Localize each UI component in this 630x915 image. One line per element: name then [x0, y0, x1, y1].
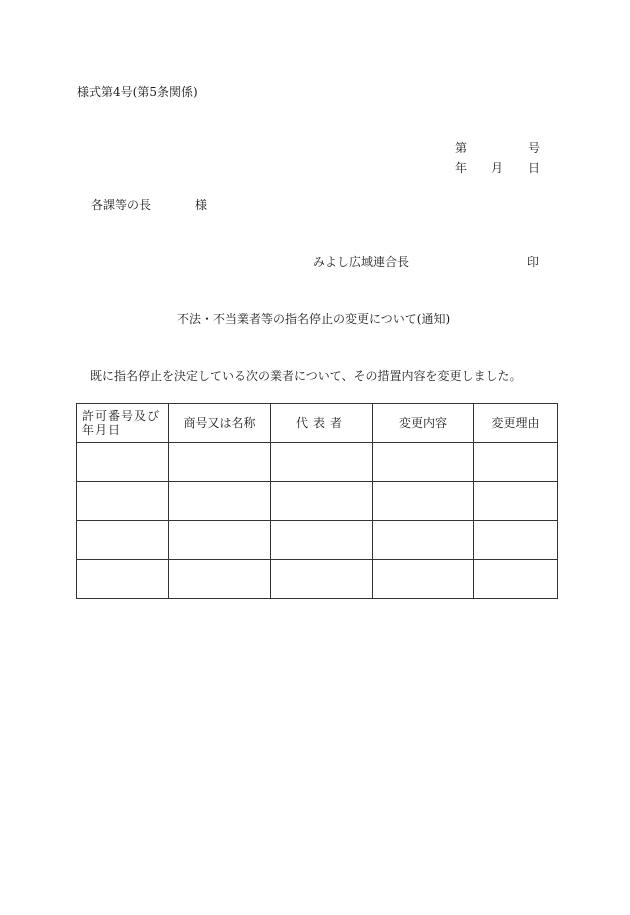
header-representative: 代表者	[271, 404, 373, 443]
table-cell[interactable]	[271, 560, 373, 599]
addressee-name: 各課等の長	[91, 198, 152, 212]
table-cell[interactable]	[474, 560, 558, 599]
table-row	[77, 521, 558, 560]
table-cell[interactable]	[373, 482, 474, 521]
table-cell[interactable]	[77, 560, 169, 599]
table-row	[77, 560, 558, 599]
sender-name: みよし広域連合長	[313, 255, 410, 269]
table-row	[77, 482, 558, 521]
document-number-prefix: 第	[455, 141, 468, 155]
document-number-suffix: 号	[528, 141, 541, 155]
body-text: 既に指名停止を決定している次の業者について、その措置内容を変更しました。	[90, 369, 522, 383]
table-cell[interactable]	[169, 521, 271, 560]
table-cell[interactable]	[373, 560, 474, 599]
date-month-label: 月	[491, 161, 504, 175]
table-cell[interactable]	[271, 482, 373, 521]
table-cell[interactable]	[373, 443, 474, 482]
table-cell[interactable]	[474, 521, 558, 560]
header-change-content: 変更内容	[373, 404, 474, 443]
table-row	[77, 443, 558, 482]
form-number-label: 様式第4号(第5条関係)	[77, 85, 198, 99]
table-cell[interactable]	[169, 560, 271, 599]
table-cell[interactable]	[373, 521, 474, 560]
document-title: 不法・不当業者等の指名停止の変更について(通知)	[177, 312, 451, 326]
table-cell[interactable]	[169, 443, 271, 482]
table-cell[interactable]	[77, 443, 169, 482]
changes-table	[76, 403, 558, 599]
date-year-label: 年	[455, 161, 468, 175]
header-company-name: 商号又は名称	[169, 404, 271, 443]
table-cell[interactable]	[271, 521, 373, 560]
table-header-row	[77, 404, 558, 443]
header-change-reason: 変更理由	[474, 404, 558, 443]
date-day-label: 日	[528, 161, 541, 175]
table-cell[interactable]	[271, 443, 373, 482]
seal-mark: 印	[527, 255, 540, 269]
table-cell[interactable]	[169, 482, 271, 521]
table-cell[interactable]	[474, 482, 558, 521]
table-cell[interactable]	[474, 443, 558, 482]
header-permit-number: 許可番号及び年月日	[77, 404, 169, 443]
addressee-honorific: 様	[195, 198, 208, 212]
table-cell[interactable]	[77, 482, 169, 521]
table-cell[interactable]	[77, 521, 169, 560]
